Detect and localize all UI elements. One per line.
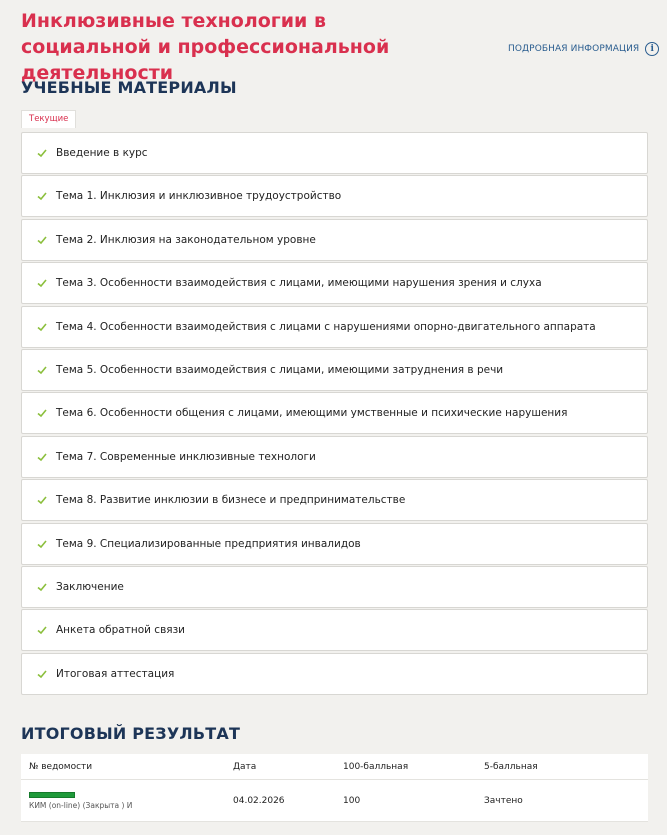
check-icon	[36, 364, 48, 376]
lesson-label: Тема 1. Инклюзия и инклюзивное трудоустройство	[56, 190, 342, 203]
check-icon	[36, 451, 48, 463]
lesson-label: Тема 6. Особенности общения с лицами, имеющими умственные и психические нарушения	[56, 407, 568, 420]
score-5-cell: Зачтено	[484, 795, 523, 806]
lesson-item[interactable]	[21, 349, 648, 391]
lesson-label: Тема 7. Современные инклюзивные технологи	[56, 450, 316, 463]
table-row[interactable]	[21, 780, 648, 822]
lesson-item[interactable]	[21, 479, 648, 521]
lesson-item[interactable]	[21, 653, 648, 695]
lesson-label: Анкета обратной связи	[56, 624, 185, 637]
lesson-item[interactable]	[21, 132, 648, 174]
check-icon	[36, 668, 48, 680]
check-icon	[36, 190, 48, 202]
info-icon: i	[645, 42, 659, 56]
check-icon	[36, 581, 48, 593]
progress-bar	[29, 792, 75, 798]
date-cell: 04.02.2026	[233, 795, 285, 806]
details-link[interactable]	[508, 42, 659, 56]
tab-current[interactable]: Текущие	[21, 110, 76, 128]
column-header: 100-балльная	[343, 761, 409, 772]
check-icon	[36, 147, 48, 159]
lesson-label: Тема 5. Особенности взаимодействия с лицами, имеющими затруднения в речи	[56, 363, 504, 376]
statement-cell	[21, 792, 233, 810]
lesson-item[interactable]	[21, 566, 648, 608]
lesson-item[interactable]	[21, 523, 648, 565]
lesson-item[interactable]	[21, 262, 648, 304]
lesson-item[interactable]	[21, 392, 648, 434]
results-section-title: ИТОГОВЫЙ РЕЗУЛЬТАТ	[21, 724, 241, 743]
check-icon	[36, 538, 48, 550]
lesson-label: Тема 3. Особенности взаимодействия с лицами, имеющими нарушения зрения и слуха	[56, 277, 542, 290]
lesson-item[interactable]	[21, 219, 648, 261]
statement-name: КИМ (on-line) (Закрыта ) И	[29, 800, 133, 810]
check-icon	[36, 407, 48, 419]
check-icon	[36, 494, 48, 506]
lesson-label: Итоговая аттестация	[56, 667, 175, 680]
results-table	[21, 754, 648, 822]
materials-section-title: УЧЕБНЫЕ МАТЕРИАЛЫ	[21, 78, 237, 97]
lesson-label: Заключение	[56, 580, 124, 593]
page-title: Инклюзивные технологии в социальной и профессиональной деятельности	[21, 10, 390, 84]
lesson-label: Тема 2. Инклюзия на законодательном уровне	[56, 233, 316, 246]
lesson-item[interactable]	[21, 306, 648, 348]
results-table-header	[21, 754, 648, 780]
lesson-label: Тема 8. Развитие инклюзии в бизнесе и предпринимательстве	[56, 494, 406, 507]
check-icon	[36, 277, 48, 289]
lessons-list	[21, 132, 648, 696]
lesson-item[interactable]	[21, 609, 648, 651]
lesson-label: Введение в курс	[56, 147, 148, 159]
lesson-item[interactable]	[21, 175, 648, 217]
lesson-label: Тема 9. Специализированные предприятия инвалидов	[56, 537, 361, 550]
details-link-label: ПОДРОБНАЯ ИНФОРМАЦИЯ	[508, 44, 640, 54]
column-header: 5-балльная	[484, 761, 538, 772]
lesson-label: Тема 4. Особенности взаимодействия с лицами с нарушениями опорно-двигательного аппарата	[56, 320, 596, 333]
column-header: Дата	[233, 761, 257, 772]
column-header: № ведомости	[29, 761, 93, 772]
lesson-item[interactable]	[21, 436, 648, 478]
check-icon	[36, 321, 48, 333]
score-100-cell: 100	[343, 795, 361, 806]
check-icon	[36, 234, 48, 246]
check-icon	[36, 624, 48, 636]
